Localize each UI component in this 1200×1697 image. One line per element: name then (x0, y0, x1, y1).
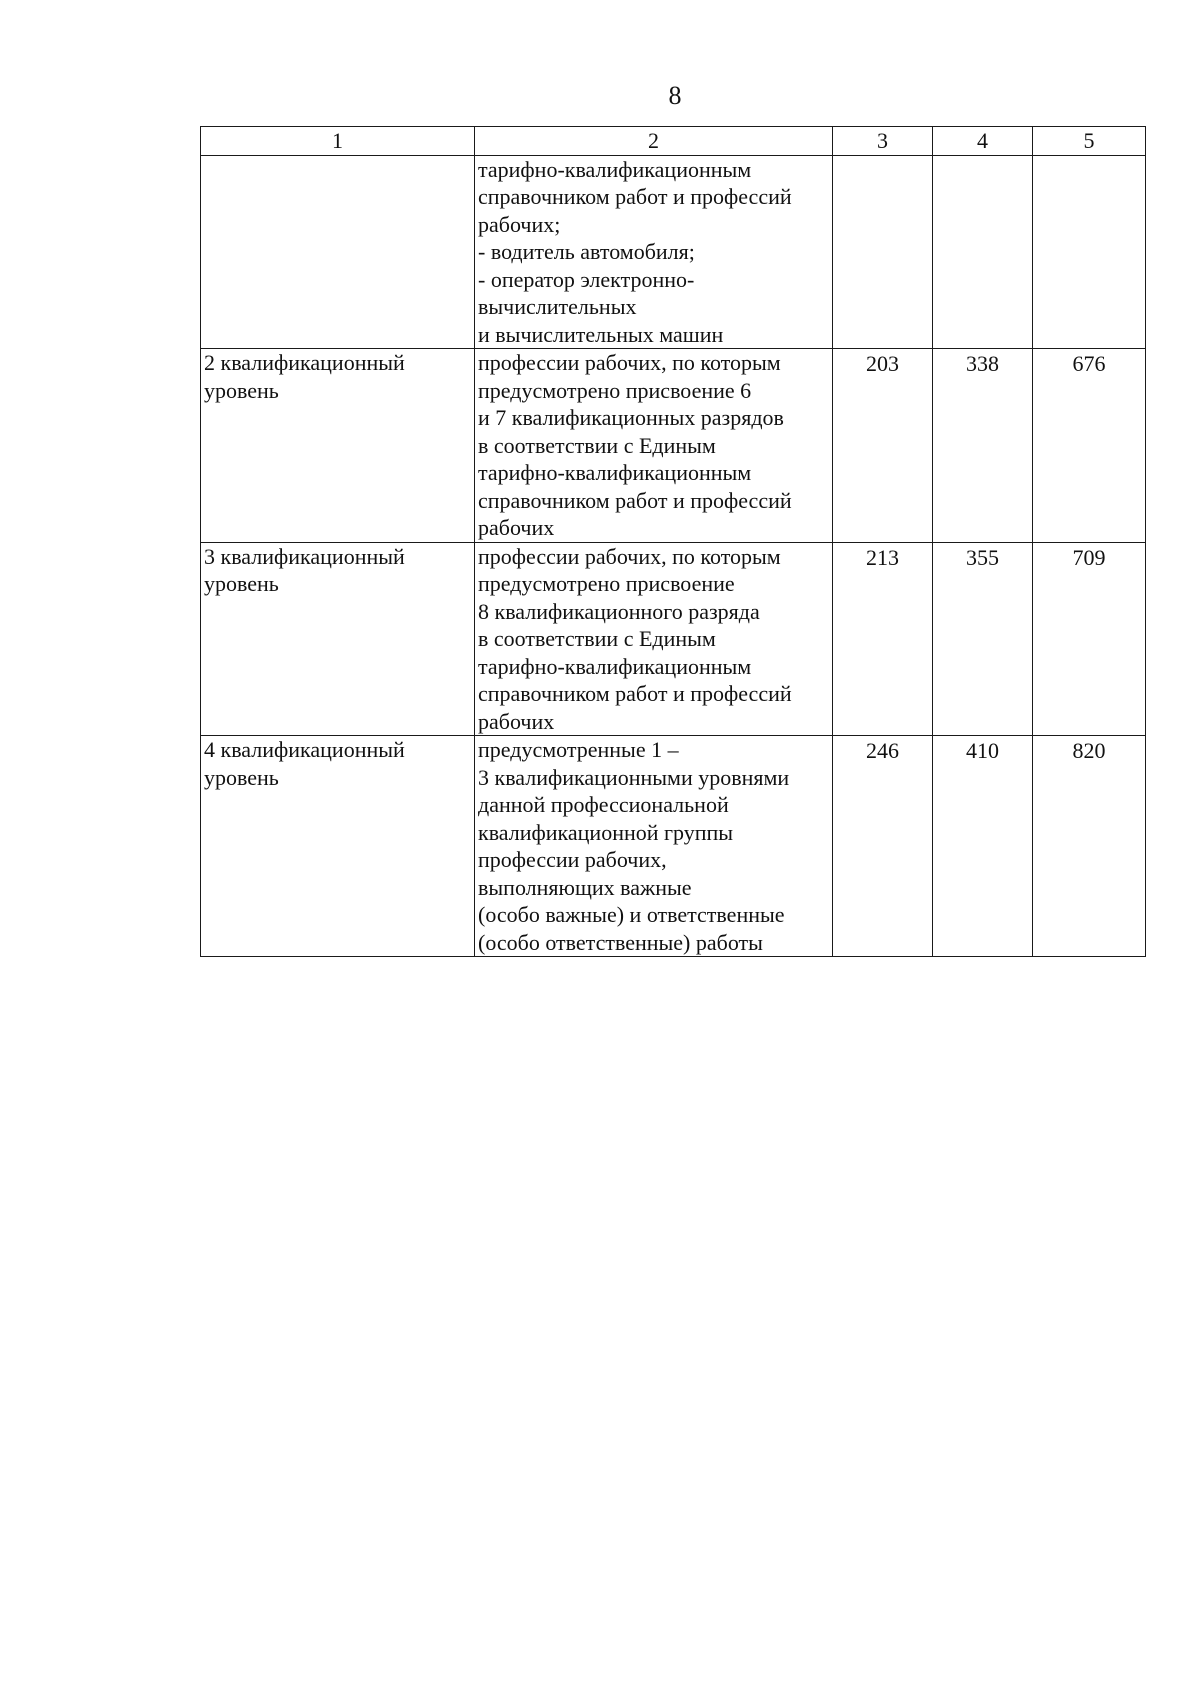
description-line: рабочих; (478, 211, 561, 237)
description-line: 8 квалификационного разряда (478, 598, 760, 624)
table-row (201, 349, 1146, 543)
level-line: уровень (204, 571, 279, 596)
table-row (201, 542, 1146, 736)
description-line: профессии рабочих, по которым (478, 350, 781, 375)
description-line: профессии рабочих, по которым (478, 543, 781, 569)
description-cell (475, 542, 833, 736)
description-line: (особо важные) и ответственные (478, 902, 785, 927)
value-col4-cell (933, 155, 1033, 349)
table-header-row (201, 127, 1146, 156)
description-line: в соответствии с Единым (478, 432, 716, 458)
column-number-2: 2 (475, 127, 833, 156)
table-row (201, 736, 1146, 957)
level-cell (201, 349, 475, 543)
table-row (201, 155, 1146, 349)
level-line: уровень (204, 764, 279, 790)
description-line: предусмотрено присвоение 6 (478, 377, 752, 403)
description-line: (особо ответственные) работы (478, 929, 763, 955)
value-col4-cell: 338 (933, 349, 1033, 543)
level-cell (201, 542, 475, 736)
level-line: 2 квалификационный (204, 350, 405, 375)
level-line: уровень (204, 377, 279, 403)
description-cell (475, 155, 833, 349)
value-col4-cell: 355 (933, 542, 1033, 736)
column-number-1: 1 (201, 127, 475, 156)
description-line: тарифно-квалификационным (478, 653, 752, 679)
level-line: 4 квалификационный (204, 737, 405, 762)
description-line: в соответствии с Единым (478, 626, 716, 651)
description-line: тарифно-квалификационным (478, 460, 752, 485)
description-line: данной профессиональной (478, 792, 729, 817)
column-number-5: 5 (1033, 127, 1146, 156)
description-line: вычислительных (478, 294, 637, 319)
level-line: 3 квалификационный (204, 543, 405, 569)
description-line: и вычислительных машин (478, 321, 724, 347)
value-col4-cell: 410 (933, 736, 1033, 957)
page-number: 8 (668, 81, 682, 110)
description-line: справочником работ и профессий (478, 681, 792, 706)
description-line: и 7 квалификационных разрядов (478, 405, 784, 430)
value-col3-cell: 246 (833, 736, 933, 957)
description-line: квалификационной группы (478, 819, 734, 845)
value-col5-cell (1033, 155, 1146, 349)
description-line: тарифно-квалификационным (478, 156, 752, 182)
description-line: 3 квалификационными уровнями (478, 764, 790, 790)
description-line: профессии рабочих, (478, 847, 667, 872)
description-line: выполняющих важные (478, 874, 692, 900)
level-cell (201, 155, 475, 349)
value-col5-cell: 676 (1033, 349, 1146, 543)
description-line: предусмотрено присвоение (478, 571, 735, 596)
value-col5-cell: 820 (1033, 736, 1146, 957)
value-col5-cell: 709 (1033, 542, 1146, 736)
description-line: справочником работ и профессий (478, 184, 792, 209)
value-col3-cell: 213 (833, 542, 933, 736)
qualification-table (200, 126, 1146, 957)
value-col3-cell (833, 155, 933, 349)
description-cell (475, 349, 833, 543)
column-number-3: 3 (833, 127, 933, 156)
description-line: - водитель автомобиля; (478, 239, 695, 264)
value-col3-cell: 203 (833, 349, 933, 543)
description-line: рабочих (478, 708, 555, 734)
level-cell (201, 736, 475, 957)
description-line: справочником работ и профессий (478, 487, 792, 513)
description-line: предусмотренные 1 – (478, 737, 679, 762)
description-cell (475, 736, 833, 957)
description-line: - оператор электронно- (478, 266, 695, 292)
column-number-4: 4 (933, 127, 1033, 156)
description-line: рабочих (478, 515, 555, 540)
